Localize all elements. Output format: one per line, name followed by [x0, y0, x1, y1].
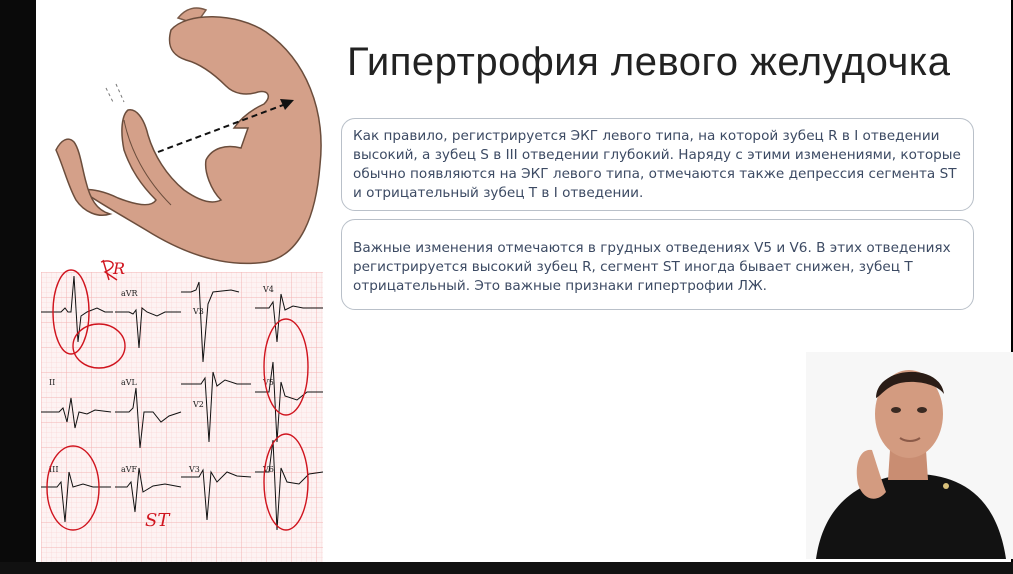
ecg-lead-label: V2	[193, 400, 204, 409]
left-black-strip	[0, 0, 36, 562]
ecg-lead-label: aVF	[121, 465, 138, 474]
ecg-lead-label: III	[49, 465, 59, 474]
presenter-webcam	[806, 352, 1013, 559]
ecg-strip	[41, 259, 323, 562]
ecg-lead-label: V4	[263, 285, 274, 294]
ecg-lead-label: aVL	[121, 378, 137, 387]
ecg-lead-label: V6	[263, 465, 274, 474]
presentation-slide	[36, 0, 1011, 562]
slide-title: Гипертрофия левого желудочка	[347, 40, 951, 84]
info-card-text: Важные изменения отмечаются в грудных отведениях V5 и V6. В этих отведениях регистрируется высокий зубец R, сегмент ST иногда бывает снижен, зубец T отрицательный. Это важные признаки гипертрофии ЛЖ.	[353, 240, 951, 294]
info-card-2	[341, 219, 974, 310]
bottom-black-bar	[0, 562, 1013, 574]
ecg-lead-label: V3	[189, 465, 200, 474]
info-card-1	[341, 118, 974, 211]
ecg-lead-label: V5	[263, 378, 274, 387]
ecg-lead-label: V3	[193, 307, 204, 316]
info-card-text: Как правило, регистрируется ЭКГ левого типа, на которой зубец R в I отведении высокий, а зубец S в III отведении глубокий. Наряду с этими изменениями, которые обычно появляются на ЭКГ левого типа, отмечаются также депрессия сегмента ST и отрицательный зубец T в I отведении.	[353, 128, 961, 201]
presenter-avatar	[806, 352, 1013, 559]
ecg-lead-label: II	[49, 378, 56, 387]
ecg-annotation-st: ST	[145, 510, 170, 531]
heart-illustration	[36, 0, 336, 272]
ecg-lead-label: aVR	[121, 289, 138, 298]
ecg-annotation-r: R	[113, 259, 126, 278]
